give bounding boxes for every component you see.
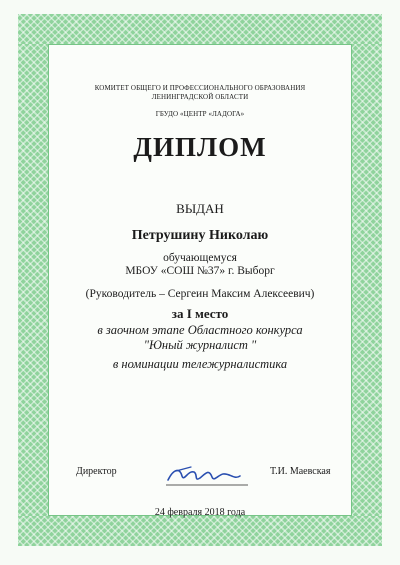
recipient-name: Петрушину Николаю <box>131 228 269 243</box>
contest-name: "Юный журналист " <box>143 338 257 352</box>
director-label: Директор <box>76 466 117 477</box>
contest-stage: в заочном этапе Областного конкурса <box>97 323 303 337</box>
school-name: МБОУ «СОШ №37» г. Выборг <box>125 265 275 277</box>
diploma-title: ДИПЛОМ <box>133 132 267 162</box>
place-award: за I место <box>171 306 229 321</box>
issue-date: 24 февраля 2018 года <box>154 507 246 518</box>
nomination-line: в номинации тележурналистика <box>112 357 288 371</box>
issued-label: ВЫДАН <box>176 201 224 216</box>
organization-line-1: КОМИТЕТ ОБЩЕГО И ПРОФЕССИОНАЛЬНОГО ОБРАЗОВАНИЯ <box>94 84 306 92</box>
director-name: Т.И. Маевская <box>270 466 331 477</box>
student-of-label: обучающемуся <box>163 252 237 264</box>
organization-line-2: ЛЕНИНГРАДСКОЙ ОБЛАСТИ <box>151 93 249 101</box>
organization-line-3: ГБУДО «ЦЕНТР «ЛАДОГА» <box>155 110 245 118</box>
director-signature <box>160 462 252 492</box>
supervisor-line: (Руководитель – Сергеин Максим Алексеевич) <box>85 288 315 300</box>
